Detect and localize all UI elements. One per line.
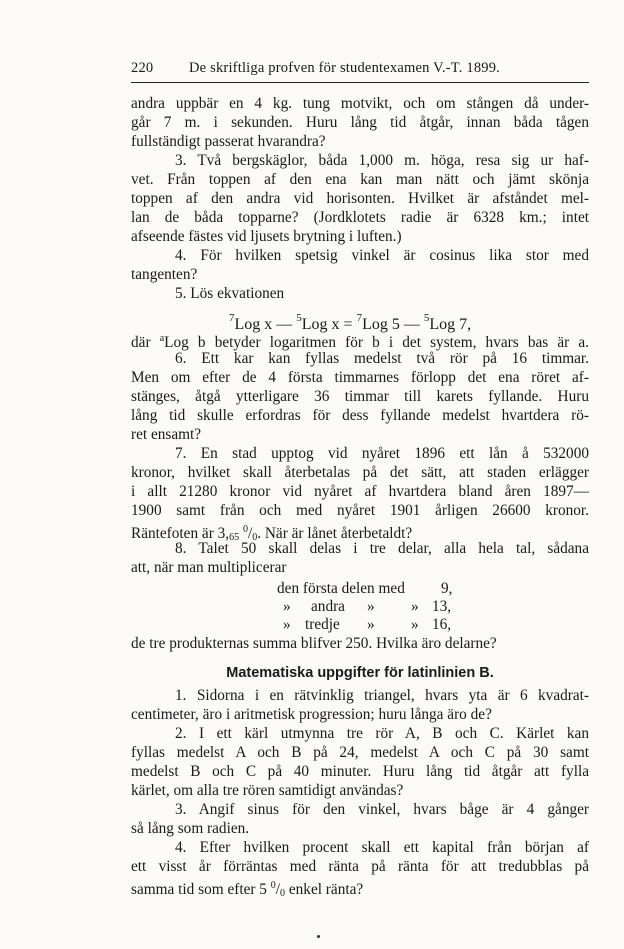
percent-slash: / xyxy=(275,881,281,898)
percent-num: 0 xyxy=(242,524,248,535)
problem-3-line: 3. Två bergskäglor, båda 1,000 m. höga, resa sig ur haf- xyxy=(175,152,589,169)
def-text: Log b betyder logaritmen för b i det system, hvars bas är a. xyxy=(164,334,589,351)
text-line: i allt 21280 kronor vid nyåret af hvartdera bland åren 1897— xyxy=(131,483,589,500)
running-title: De skriftliga profven för studentexamen V.-T. 1899. xyxy=(189,60,501,76)
table-cell: den första delen med xyxy=(277,580,405,597)
problem-7-line: 7. En stad upptog vid nyåret 1896 ett lån å 532000 xyxy=(175,445,589,462)
text-line: kärlet, om alla tre rören samtidigt användas? xyxy=(131,782,404,799)
header-rule xyxy=(131,82,589,83)
table-cell: tredje xyxy=(305,616,340,633)
problem-5-line: 5. Lös ekvationen xyxy=(175,285,285,302)
text-line: ett visst år förräntas med ränta på ränta för att tredubblas på xyxy=(131,858,589,875)
text-line: stänges, åtgå ytterligare 36 timmar till karets fyllande. Huru xyxy=(131,388,589,405)
percent-den: 0 xyxy=(252,532,258,543)
percent-slash: / xyxy=(247,525,253,542)
formula-base: 5 xyxy=(296,312,302,324)
problem-4-line: 4. För hvilken spetsig vinkel är cosinus lika stor med xyxy=(175,247,589,264)
table-cell: 9, xyxy=(441,580,453,597)
page-number: 220 xyxy=(131,60,154,76)
text-line: vet. Från toppen af den ena kan man nätt och jämt skönja xyxy=(131,171,589,188)
text-line: att, när man multiplicerar xyxy=(131,559,287,576)
ditto-mark: » xyxy=(283,598,291,615)
text-line: kronor, hvilket skall återbetalas på det sätt, att staden erlägger xyxy=(131,464,589,481)
problem-b1-line: 1. Sidorna i en rätvinklig triangel, hvars yta är 6 kvadrat- xyxy=(175,687,589,704)
text-line: toppen af den andra vid horisonten. Hvilket är afståndet mel- xyxy=(131,190,589,207)
percent-den: 0 xyxy=(280,888,286,899)
ditto-mark: » xyxy=(283,616,291,633)
text-line: ret ensamt? xyxy=(131,426,202,443)
ditto-mark: » xyxy=(367,616,375,633)
interest-decimals: 65 xyxy=(229,532,240,543)
text-line: 1900 samt från och med nyåret 1901 årligen 26600 kronor. xyxy=(131,502,589,519)
text-line: fullständigt passerat hvarandra? xyxy=(131,133,326,150)
page-header xyxy=(131,60,593,82)
text-line: medelst B och C på 40 minuter. Huru lång tid åtgår att fylla xyxy=(131,763,589,780)
section-heading: Matematiska uppgifter för latinlinien B. xyxy=(226,665,494,681)
percent-num: 0 xyxy=(270,880,276,891)
problem-b2-line: 2. I ett kärl utmynna tre rör A, B och C. Kärlet kan xyxy=(175,725,589,742)
text-line: afseende fästes vid ljusets brytning i luften.) xyxy=(131,228,402,245)
interest-line xyxy=(131,520,589,543)
table-cell: 16, xyxy=(432,616,452,633)
ditto-mark: » xyxy=(411,598,419,615)
table-cell: 13, xyxy=(432,598,452,615)
interest-text: Räntefoten är 3, xyxy=(131,525,230,542)
text-body xyxy=(131,94,589,899)
text-line: lång tid skulle erfordras för dess fyllande medelst hvartdera rö- xyxy=(131,407,589,424)
multiplier-table xyxy=(131,577,589,634)
text-line: så lång som radien. xyxy=(131,820,250,837)
formula-base: 7 xyxy=(229,312,235,324)
interest-question: . När är lånet återbetaldt? xyxy=(257,525,413,542)
problem-8-line: 8. Talet 50 skall delas i tre delar, alla hela tal, sådana xyxy=(175,540,589,557)
text-line: centimeter, äro i aritmetisk progression; huru långa äro de? xyxy=(131,706,492,723)
text-line: lan de båda topparne? (Jordklotets radie är 6328 km.; intet xyxy=(131,209,589,226)
text-line: tangenten? xyxy=(131,266,198,283)
text-fragment: samma tid som efter 5 xyxy=(131,881,267,898)
ditto-mark: » xyxy=(367,598,375,615)
text-line: andra uppbär en 4 kg. tung motvikt, och om stången då under- xyxy=(131,95,589,112)
text-line xyxy=(131,876,589,899)
text-line: de tre produkternas summa blifver 250. Hvilka äro delarne? xyxy=(131,635,497,652)
table-cell: andra xyxy=(311,598,345,615)
formula-term: Log x = xyxy=(301,316,353,333)
formula-term: Log 5 — xyxy=(362,316,420,333)
ditto-mark: » xyxy=(411,616,419,633)
log-equation xyxy=(131,303,589,333)
text-line: Men om efter de 4 första timmarnes förlopp det ena röret af- xyxy=(131,369,589,386)
text-fragment: enkel ränta? xyxy=(288,881,364,898)
text-line: går 7 m. i sekunden. Huru lång tid åtgår, innan båda tågen xyxy=(131,114,589,131)
formula-base: 5 xyxy=(423,312,430,324)
def-word: där xyxy=(131,334,151,351)
text-line: fyllas medelst A och B på 24, medelst A och C på 30 samt xyxy=(131,744,589,761)
def-base: a xyxy=(159,333,165,344)
problem-b4-line: 4. Efter hvilken procent skall ett kapital från början af xyxy=(175,839,589,856)
formula-base: 7 xyxy=(356,312,363,324)
problem-6-line: 6. Ett kar kan fyllas medelst två rör på 16 timmar. xyxy=(175,350,589,367)
formula-term: Log x — xyxy=(234,316,293,333)
formula-term: Log 7, xyxy=(429,316,472,333)
problem-b3-line: 3. Angif sinus för den vinkel, hvars båge är 4 gånger xyxy=(175,801,589,818)
page-speck xyxy=(317,935,320,938)
